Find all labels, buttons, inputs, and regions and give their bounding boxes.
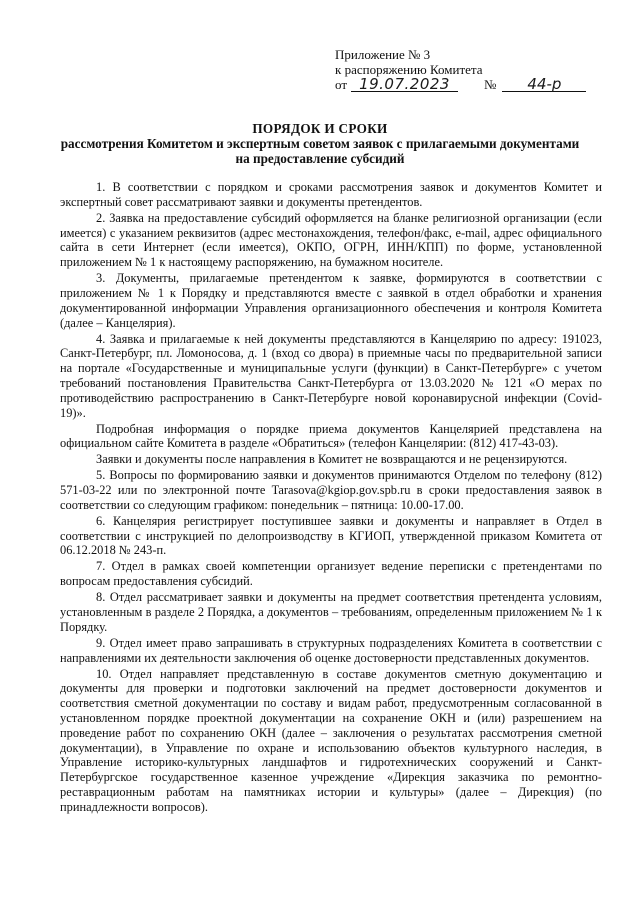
document-body [60, 180, 602, 816]
title-line-1: ПОРЯДОК И СРОКИ [252, 121, 388, 136]
paragraph: 3. Документы, прилагаемые претендентом к заявке, формируются в соответствии с приложением № 1 к Порядку и представляются вместе с заявкой в отдел обработки и хранения документированной информации Управления организационного обеспечения и контроля Комитета (далее – Канцелярия). [60, 271, 602, 330]
from-label: от [335, 77, 348, 92]
order-number: 44-р [502, 77, 586, 92]
paragraph: 7. Отдел в рамках своей компетенции организует ведение переписки с претендентами по вопросам предоставления субсидий. [60, 559, 602, 589]
paragraph: 4. Заявка и прилагаемые к ней документы представляются в Канцелярию по адресу: 191023, Санкт-Петербург, пл. Ломоносова, д. 1 (вход со двора) в приемные часы по предварительной записи на портале «Государственные и муниципальные услуги (функции) в Санкт-Петербурге» с учетом требований постановления Правительства Санкт-Петербурга от 13.03.2020 № 121 «О мерах по противодействию распространению в Санкт-Петербурге новой коронавирусной инфекции (Covid-19)». [60, 331, 602, 420]
paragraph: 6. Канцелярия регистрирует поступившее заявки и документы и направляет в Отдел в соответствии с инструкцией по делопроизводству в КГИОП, утвержденной приказом Комитета от 06.12.2018 № 243-п. [60, 513, 602, 558]
title-line-3: на предоставление субсидий [235, 151, 405, 166]
order-reference: к распоряжению Комитета [335, 62, 483, 77]
paragraph: 5. Вопросы по формированию заявки и документов принимаются Отделом по телефону (812) 571-03-22 или по электронной почте Tarasova@kgiop.gov.spb.ru в сроки предоставления заявок в соответствии со следующим графиком: понедельник – пятница: 10.00-17.00. [60, 468, 602, 512]
appendix-number: Приложение № 3 [335, 47, 431, 62]
order-date: 19.07.2023 [351, 77, 458, 92]
paragraph: 8. Отдел рассматривает заявки и документы на предмет соответствия претендента условиям, установленным в разделе 2 Порядка, а документов – требованиям, определенным приложением № 1 к Порядку. [60, 590, 602, 634]
appendix-header [335, 47, 586, 92]
paragraph: 1. В соответствии с порядком и сроками рассмотрения заявок и документов Комитет и экспертный совет рассматривают заявки и документы претендентов. [60, 180, 602, 209]
paragraph: 9. Отдел имеет право запрашивать в структурных подразделениях Комитета в соответствии с направлениями их деятельности заключения об оценке достоверности представленных документов. [60, 635, 602, 665]
paragraph: Заявки и документы после направления в Комитет не возвращаются и не рецензируются. [96, 452, 568, 467]
number-label: № [484, 77, 497, 92]
paragraph: Подробная информация о порядке приема документов Канцелярией представлена на официальном сайте Комитета в разделе «Обратиться» (телефон Канцелярии: (812) 417-43-03). [60, 421, 602, 451]
order-date-row [335, 77, 586, 92]
title-line-2: рассмотрения Комитетом и экспертным советом заявок с прилагаемыми документами [60, 136, 580, 151]
paragraph: 10. Отдел направляет представленную в составе документов сметную документацию и документы для проверки и подготовки заключений на предмет достоверности документов и соответствия сметной документации по составу и видам работ, предусмотренным согласованной в установленном порядке проектной документации на сохранение ОКН и (или) разрешением на проведение работ по сохранению ОКН (далее – заключения о результатах рассмотрения сметной документации), в Управление по охране и использованию объектов культурного наследия, в Управление историко-культурных ландшафтов и гидротехнических сооружений и Санкт-Петербургское государственное казенное учреждение «Дирекция заказчика по ремонтно-реставрационным работам на памятниках истории и культуры» (далее – Дирекция) (по принадлежности вопросов). [60, 666, 602, 814]
paragraph: 2. Заявка на предоставление субсидий оформляется на бланке религиозной организации (если имеется) с указанием реквизитов (адрес местонахождения, телефон/факс, e-mail, адрес официального сайта в сети Интернет (если имеется), ОКПО, ОГРН, ИНН/КПП) по форме, установленной приложением № 1 к настоящему распоряжению, на бумажном носителе. [60, 210, 602, 270]
document-title [0, 121, 640, 166]
